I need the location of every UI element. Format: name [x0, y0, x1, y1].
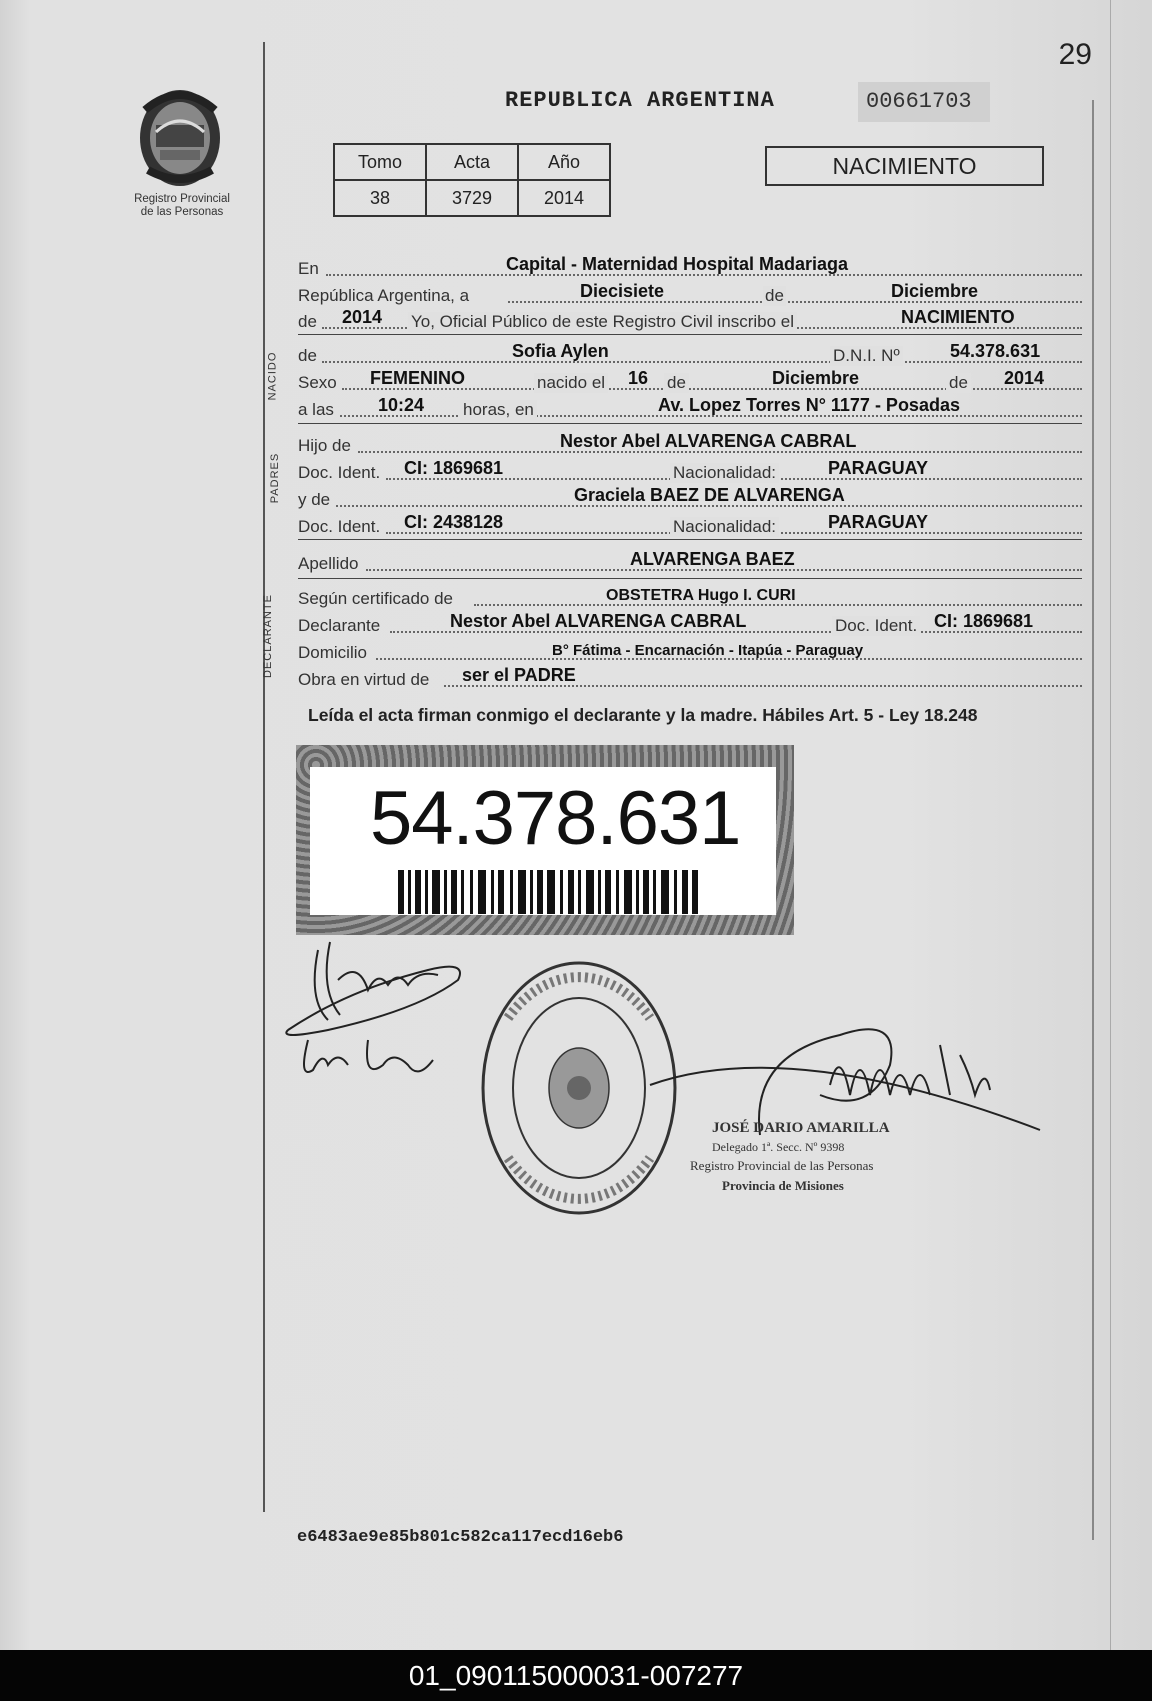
label-sexo: Sexo [298, 373, 337, 392]
section-separator [298, 423, 1082, 424]
label-domicilio: Domicilio [298, 643, 367, 662]
value-domicilio: B° Fátima - Encarnación - Itapúa - Paraguay [552, 642, 864, 659]
value-hora: 10:24 [378, 395, 425, 415]
row-year [298, 308, 1082, 332]
row-y-de [298, 486, 1082, 510]
record-type-box: NACIMIENTO [765, 146, 1044, 186]
document-hash: e6483ae9e85b801c582ca117ecd16eb6 [297, 1528, 624, 1547]
official-province: Provincia de Misiones [722, 1178, 844, 1193]
value-obra: ser el PADRE [462, 665, 576, 685]
dni-sticker-inner [310, 767, 776, 915]
value-lugar: Av. Lopez Torres N° 1177 - Posadas [658, 395, 960, 415]
logo-caption-line2: de las Personas [140, 206, 224, 218]
label-de-anio: de [946, 373, 971, 393]
value-certificado: OBSTETRA Hugo I. CURI [606, 587, 796, 604]
label-a-las: a las [298, 400, 334, 419]
label-horas-en: horas, en [460, 400, 537, 420]
value-anio-nac: 2014 [1004, 368, 1045, 388]
row-apellido [298, 550, 1082, 574]
label-declarante: Declarante [298, 616, 381, 635]
row-padre-doc [298, 459, 1082, 483]
official-registry: Registro Provincial de las Personas [690, 1158, 874, 1173]
value-mes: Diciembre [772, 368, 860, 388]
row-domicilio [298, 639, 1082, 663]
label-dni: D.N.I. Nº [830, 346, 903, 366]
label-republica: República Argentina, a [298, 286, 470, 305]
label-de: de [765, 286, 784, 305]
section-label-declarante: DECLARANTE [261, 594, 274, 678]
logo-caption [112, 193, 252, 219]
tomo-acta-table [333, 143, 611, 217]
label-hijo: Hijo de [298, 436, 351, 455]
barcode-icon [398, 870, 698, 914]
value-apellido: ALVARENGA BAEZ [630, 549, 795, 569]
page-number: 29 [1058, 38, 1092, 71]
serial-number: 00661703 [858, 82, 990, 122]
value-padre: Nestor Abel ALVARENGA CABRAL [560, 431, 857, 451]
official-position: Delegado 1ª. Secc. Nº 9398 [712, 1140, 845, 1154]
value-name: Sofia Aylen [512, 341, 609, 361]
value-acta: 3729 [426, 180, 518, 216]
value-declarante: Nestor Abel ALVARENGA CABRAL [450, 611, 747, 631]
label-apellido: Apellido [298, 554, 359, 573]
row-certificado [298, 585, 1082, 609]
value-anio: 2014 [518, 180, 610, 216]
value-sexo: FEMENINO [370, 368, 466, 388]
left-margin-line [263, 42, 265, 1512]
table-row [334, 180, 610, 216]
value-madre-nac: PARAGUAY [828, 512, 929, 532]
table-header-row [334, 144, 610, 180]
closing-statement: Leída el acta firman conmigo el declarante y la madre. Hábiles Art. 5 - Ley 18.248 [308, 705, 978, 725]
section-separator [298, 334, 1082, 335]
row-declarante [298, 612, 1082, 636]
value-madre-doc: CI: 2438128 [404, 512, 504, 532]
value-day: Diecisiete [580, 281, 665, 301]
value-decl-doc: CI: 1869681 [934, 611, 1034, 631]
declarante-signature [268, 930, 488, 1090]
label-yo: Yo, Oficial Público de este Registro Civil inscribo el [408, 312, 797, 332]
label-certificado: Según certificado de [298, 589, 453, 608]
label-nacionalidad: Nacionalidad: [670, 517, 779, 537]
row-nombre [298, 342, 1082, 366]
value-madre: Graciela BAEZ DE ALVARENGA [574, 485, 845, 505]
section-separator [298, 578, 1082, 579]
right-edge-line [1110, 0, 1111, 1650]
label-de-mes: de [664, 373, 689, 393]
dni-sticker [296, 745, 794, 935]
label-nacionalidad: Nacionalidad: [670, 463, 779, 483]
label-obra: Obra en virtud de [298, 670, 430, 689]
value-inscribo: NACIMIENTO [901, 307, 1015, 327]
header-anio: Año [518, 144, 610, 180]
header-tomo: Tomo [334, 144, 426, 180]
value-dni: 54.378.631 [950, 341, 1041, 361]
row-hora [298, 396, 1082, 420]
section-separator [298, 539, 1082, 540]
official-name: JOSÉ DARIO AMARILLA [712, 1120, 890, 1136]
row-republica [298, 282, 1082, 306]
misiones-crest-logo [130, 80, 230, 192]
row-obra [298, 666, 1082, 690]
row-madre-doc [298, 513, 1082, 537]
value-place: Capital - Maternidad Hospital Madariaga [506, 254, 849, 274]
section-label-nacido: NACIDO [266, 351, 279, 401]
dni-number: 54.378.631 [370, 776, 741, 861]
section-label-padres: PADRES [269, 452, 282, 504]
right-margin-line [1092, 100, 1094, 1540]
label-doc: Doc. Ident. [832, 616, 920, 636]
label-doc: Doc. Ident. [298, 517, 381, 536]
file-id-footer: 01_090115000031-007277 [0, 1650, 1152, 1701]
row-hijo [298, 432, 1082, 456]
label-nacido-el: nacido el [534, 373, 608, 393]
value-year: 2014 [342, 307, 383, 327]
value-dia: 16 [628, 368, 649, 388]
value-padre-doc: CI: 1869681 [404, 458, 504, 478]
value-tomo: 38 [334, 180, 426, 216]
value-padre-nac: PARAGUAY [828, 458, 929, 478]
logo-caption-line1: Registro Provincial [134, 193, 230, 205]
row-sexo [298, 369, 1082, 393]
label-doc: Doc. Ident. [298, 463, 381, 482]
label-de: de [298, 346, 317, 365]
label-y-de: y de [298, 490, 331, 509]
label-en: En [298, 259, 319, 278]
value-month: Diciembre [891, 281, 979, 301]
label-de2: de [298, 312, 317, 331]
document-title: REPUBLICA ARGENTINA [505, 88, 775, 113]
header-acta: Acta [426, 144, 518, 180]
row-en [298, 255, 1082, 279]
